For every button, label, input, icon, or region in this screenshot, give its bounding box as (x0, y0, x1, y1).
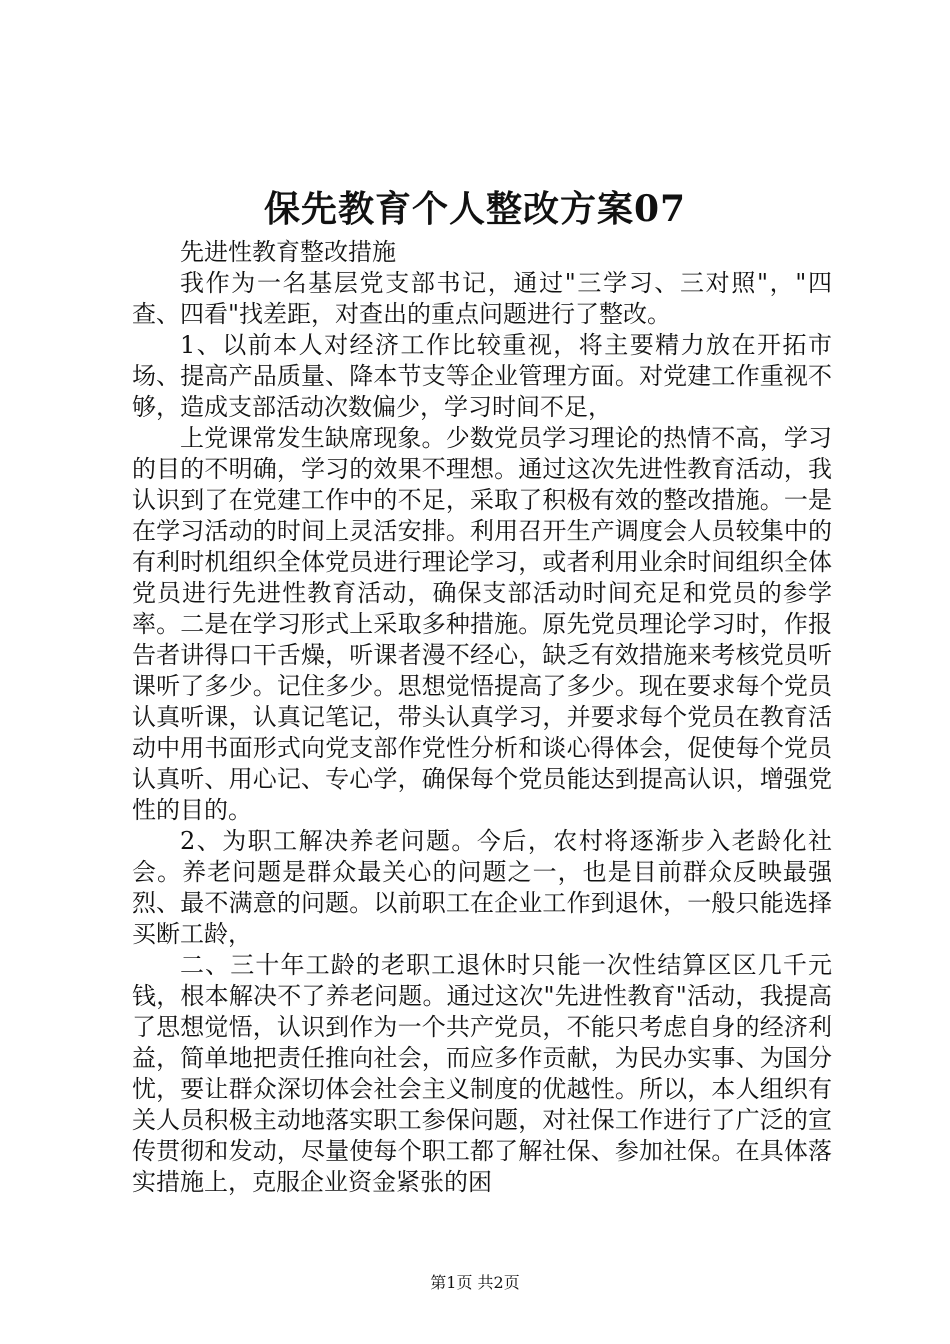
document-title: 保先教育个人整改方案07 (263, 188, 687, 230)
paragraph: 1、以前本人对经济工作比较重视，将主要精力放在开拓市场、提高产品质量、降本节支等企业管理方面。对党建工作重视不够，造成支部活动次数偏少，学习时间不足， (132, 331, 832, 421)
paragraph: 上党课常发生缺席现象。少数党员学习理论的热情不高，学习的目的不明确，学习的效果不理想。通过这次先进性教育活动，我认识到了在党建工作中的不足，采取了积极有效的整改措施。一是在学习活动的时间上灵活安排。利用召开生产调度会人员较集中的有利时机组织全体党员进行理论学习，或者利用业余时间组织全体党员进行先进性教育活动，确保支部活动时间充足和党员的参学率。二是在学习形式上采取多种措施。原先党员理论学习时，作报告者讲得口干舌燥，听课者漫不经心，缺乏有效措施来考核党员听课听了多少。记住多少。思想觉悟提高了多少。现在要求每个党员认真听课，认真记笔记，带头认真学习，并要求每个党员在教育活动中用书面形式向党支部作党性分析和谈心得体会，促使每个党员认真听、用心记、专心学，确保每个党员能达到提高认识，增强党性的目的。 (132, 424, 832, 824)
paragraph: 我作为一名基层党支部书记，通过"三学习、三对照"，"四查、四看"找差距，对查出的重点问题进行了整改。 (132, 269, 832, 328)
document-body (132, 237, 832, 1198)
paragraph: 2、为职工解决养老问题。今后，农村将逐渐步入老龄化社会。养老问题是群众最关心的问题之一，也是目前群众反映最强烈、最不满意的问题。以前职工在企业工作到退休，一般只能选择买断工龄， (132, 827, 832, 948)
paragraph: 二、三十年工龄的老职工退休时只能一次性结算区区几千元钱，根本解决不了养老问题。通过这次"先进性教育"活动，我提高了思想觉悟，认识到作为一个共产党员，不能只考虑自身的经济利益，简单地把责任推向社会，而应多作贡献，为民办实事、为国分忧，要让群众深切体会社会主义制度的优越性。所以，本人组织有关人员积极主动地落实职工参保问题，对社保工作进行了广泛的宣传贯彻和发动，尽量使每个职工都了解社保、参加社保。在具体落实措施上，克服企业资金紧张的困 (132, 951, 832, 1196)
section-heading: 先进性教育整改措施 (180, 238, 396, 266)
page-footer: 第1页 共2页 (430, 1273, 520, 1292)
